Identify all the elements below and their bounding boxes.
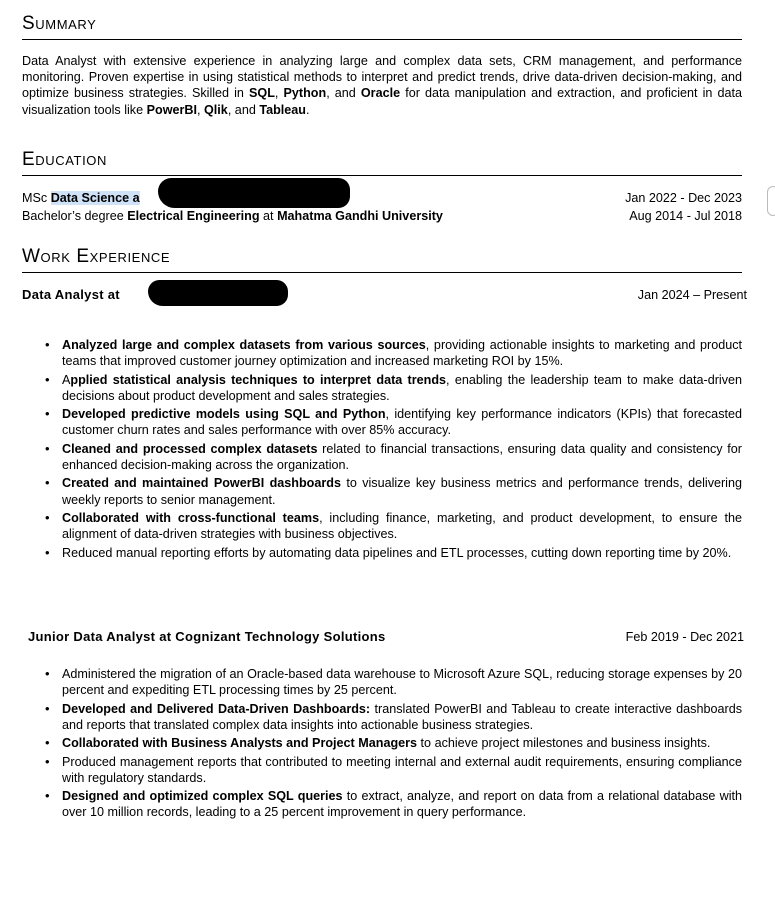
list-item [44,735,742,751]
bullet-text: , including finance, marketing, and product development, to ensure the alignment of data-driven strategies with business objectives. [62,510,742,542]
summary-part: , and [326,86,361,101]
bullet-text: to extract, analyze, and report on data from a relational database with over 10 million records, leading to a 25 percent improvement in query performance. [62,789,742,820]
degree-field: Electrical Engineering [127,209,260,223]
bullet-text: , identifying key performance indicators (KPIs) that forecasted customer churn rates and sales performance with over 85% accuracy. [62,407,742,438]
list-item [44,788,742,820]
bullet-bold: Analyzed large and complex datasets from various sources [62,338,426,352]
summary-part: , [197,102,204,117]
bullet-text: related to financial transactions, ensuring data quality and consistency for enhanced decision-making across the organization. [62,441,742,472]
bullet-text: , providing actionable insights to marketing and product teams that improved customer journey optimization and increased marketing ROI by 15%. [62,338,742,369]
bullet-bold: Created and maintained PowerBI dashboards [62,476,341,491]
list-item [44,475,742,507]
bullet-text: , enabling the leadership team to make data-driven decisions about product development and sales strategies. [62,372,742,403]
job-bullets [44,666,742,823]
summary-part: , [274,86,284,101]
summary-rule [22,39,742,40]
bullet-text: to achieve project milestones and business insights. [417,736,711,751]
bullet-bold: Designed and optimized complex SQL queries [62,789,343,804]
skill-oracle: Oracle [360,86,401,101]
education-item-msc [22,190,742,206]
education-rule [22,175,742,176]
bullet-bold: Developed and Delivered Data-Driven Dashboards: [62,701,371,716]
education-heading: Education [22,149,107,170]
summary-part: , and [227,102,260,117]
summary-text [22,53,742,118]
bullet-text: Administered the migration of an Oracle-based data warehouse to Microsoft Azure SQL, reducing storage expenses by 20 percent and expediting ETL processing times by 25 percent. [62,667,742,698]
job-date: Jan 2024 – Present [637,288,747,302]
list-item [44,701,742,733]
bullet-text: Reduced manual reporting efforts by automating data pipelines and ETL processes, cutting down reporting time by 20%. [62,545,732,560]
bullet-bold: Developed predictive models using SQL and Python [62,407,386,422]
bullet-bold: Cleaned and processed complex datasets [62,441,318,456]
summary-part: for data manipulation and extraction, and proficient in data visualization tools like [22,86,743,117]
bullet-text: Produced management reports that contributed to meeting internal and external audit requirements, ensuring compliance with regulatory standards. [62,754,742,785]
work-heading: Work Experience [22,246,171,267]
list-item [44,545,742,561]
education-item-bachelor [22,208,742,224]
skill-tableau: Tableau [259,102,306,117]
summary-part: . [305,102,310,117]
redaction-mark [158,178,350,208]
skill-python: Python [283,86,327,101]
job-bullets [44,337,742,563]
job-date: Feb 2019 - Dec 2021 [625,630,744,644]
education-date: Jan 2022 - Dec 2023 [625,191,742,205]
list-item [44,337,742,369]
list-item [44,406,742,438]
summary-heading: Summary [22,13,97,34]
skill-powerbi: PowerBI [146,102,197,117]
bullet-text: translated PowerBI and Tableau to create interactive dashboards and reports that translated complex data insights into actionable business strategies. [62,701,742,732]
list-item [44,441,742,473]
skill-sql: SQL [249,86,275,101]
bullet-text: A [62,372,71,387]
bullet-text: to visualize key business metrics and performance trends, delivering weekly reports to senior management. [62,476,742,507]
bullet-bold: Collaborated with cross-functional teams [62,510,320,525]
degree-field-highlighted[interactable]: Data Science a [50,191,140,205]
list-item [44,510,742,542]
list-item [44,372,742,404]
degree-prefix: Bachelor’s degree [22,209,128,223]
job-header [28,629,744,645]
redaction-mark [148,280,288,306]
degree-prefix: MSc [22,191,51,205]
bullet-bold: pplied statistical analysis techniques to interpret data trends [70,372,447,387]
education-degree [22,208,443,224]
summary-part: Data Analyst with extensive experience in analyzing large and complex data sets, CRM management, and performance monitoring. Proven expertise in using statistical methods to interpret and predict trends, drive data-driven decision-making, and optimize business strategies. Skilled in [22,54,742,101]
education-date: Aug 2014 - Jul 2018 [629,209,742,223]
skill-qlik: Qlik [204,102,228,117]
list-item [44,666,742,698]
bullet-bold: Collaborated with Business Analysts and Project Managers [62,736,418,751]
work-rule [22,272,742,273]
list-item [44,754,742,786]
job-title: Junior Data Analyst at Cognizant Technology Solutions [28,629,386,644]
school-name: Mahatma Gandhi University [277,209,443,223]
degree-at: at [259,209,278,223]
job-header [22,287,747,303]
scroll-handle[interactable] [767,186,775,216]
job-title: Data Analyst at [22,287,120,302]
